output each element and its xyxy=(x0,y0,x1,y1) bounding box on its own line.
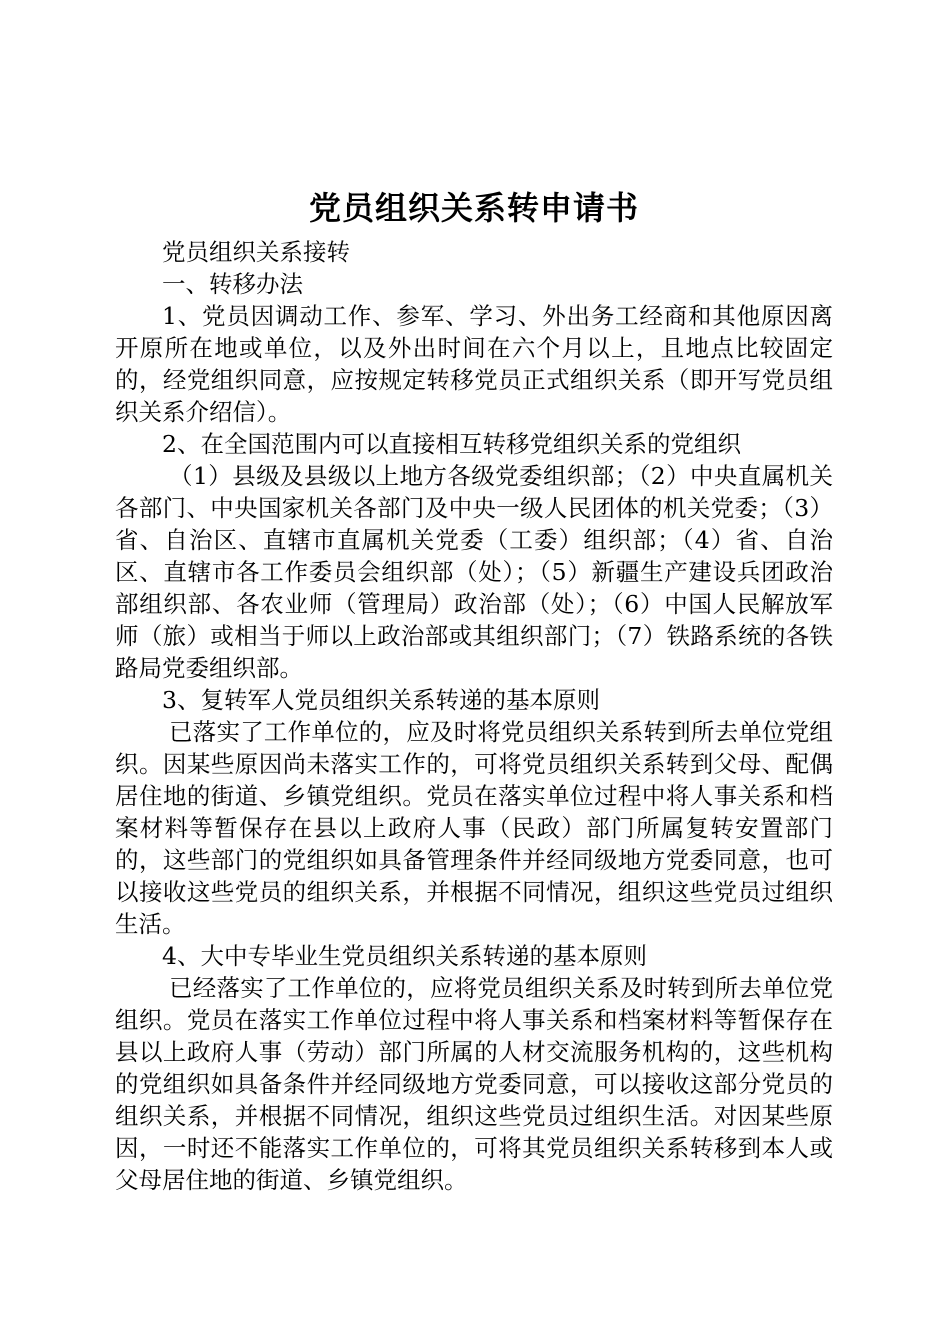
document-page xyxy=(115,180,833,1196)
paragraph-section-heading: 一、转移办法 xyxy=(162,270,303,298)
paragraph-item-1: 1、党员因调动工作、参军、学习、外出务工经商和其他原因离开原所在地或单位，以及外出时间在六个月以上，且地点比较固定的，经党组织同意，应按规定转移党员正式组织关系（即开写党员组织关系介绍信）。 xyxy=(115,302,833,426)
paragraph-item-3-body: 已落实了工作单位的，应及时将党员组织关系转到所去单位党组织。因某些原因尚未落实工作的，可将党员组织关系转到父母、配偶居住地的街道、乡镇党组织。党员在落实单位过程中将人事关系和档案材料等暂保存在县以上政府人事（民政）部门所属复转安置部门的，这些部门的党组织如具备管理条件并经同级地方党委同意，也可以接收这些党员的组织关系，并根据不同情况，组织这些党员过组织生活。 xyxy=(115,718,833,938)
paragraph-item-2-body: （1）县级及县级以上地方各级党委组织部；（2）中央直属机关各部门、中央国家机关各部门及中央一级人民团体的机关党委；（3）省、自治区、直辖市直属机关党委（工委）组织部；（4）省、自治区、直辖市各工作委员会组织部（处）；（5）新疆生产建设兵团政治部组织部、各农业师（管理局）政治部（处）；（6）中国人民解放军师（旅）或相当于师以上政治部或其组织部门；（7）铁路系统的各铁路局党委组织部。 xyxy=(115,462,833,682)
paragraph-subtitle: 党员组织关系接转 xyxy=(162,238,350,266)
paragraph-item-3-heading: 3、复转军人党员组织关系转递的基本原则 xyxy=(162,686,600,714)
paragraph-item-4-heading: 4、大中专毕业生党员组织关系转递的基本原则 xyxy=(162,942,647,970)
document-title: 党员组织关系转申请书 xyxy=(308,189,639,227)
paragraph-item-4-body: 已经落实了工作单位的，应将党员组织关系及时转到所去单位党组织。党员在落实工作单位过程中将人事关系和档案材料等暂保存在县以上政府人事（劳动）部门所属的人材交流服务机构的，这些机构的党组织如具备条件并经同级地方党委同意，可以接收这部分党员的组织关系，并根据不同情况，组织这些党员过组织生活。对因某些原因，一时还不能落实工作单位的，可将其党员组织关系转移到本人或父母居住地的街道、乡镇党组织。 xyxy=(115,974,833,1194)
paragraph-item-2-heading: 2、在全国范围内可以直接相互转移党组织关系的党组织 xyxy=(162,430,741,458)
